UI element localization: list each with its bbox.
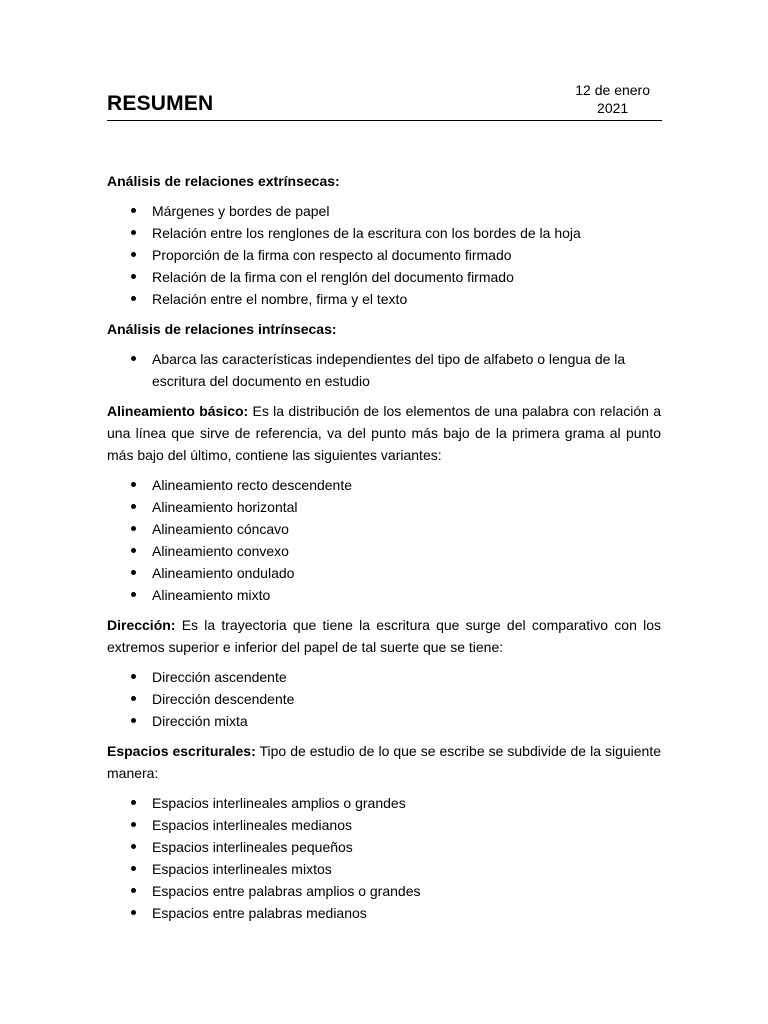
list-extrinsecas: [107, 200, 661, 310]
list-intrinsecas: [107, 348, 661, 392]
list-item: Espacios interlineales medianos: [152, 814, 661, 836]
document-header: [107, 78, 662, 121]
list-item: Márgenes y bordes de papel: [152, 200, 661, 222]
page-title: RESUMEN: [107, 92, 214, 115]
list-item: Alineamiento horizontal: [152, 496, 661, 518]
list-espacios: [107, 792, 661, 924]
list-item: Espacios interlineales mixtos: [152, 858, 661, 880]
list-item: Relación entre el nombre, firma y el texto: [152, 288, 661, 310]
list-item: Dirección descendente: [152, 688, 661, 710]
list-item: Alineamiento mixto: [152, 584, 661, 606]
list-item: Alineamiento recto descendente: [152, 474, 661, 496]
document-body: [107, 170, 661, 932]
term-alineamiento: Alineamiento básico:: [107, 403, 249, 419]
list-item: Espacios entre palabras medianos: [152, 902, 661, 924]
text-espacios: Tipo de estudio de lo que se escribe se subdivide de la siguiente manera:: [107, 743, 662, 781]
list-item: Dirección ascendente: [152, 666, 661, 688]
paragraph-espacios: [107, 740, 661, 784]
term-direccion: Dirección:: [107, 617, 176, 633]
section-heading-intrinsecas: Análisis de relaciones intrínsecas:: [107, 321, 337, 337]
date-line-1: 12 de enero: [575, 82, 650, 98]
list-item: Alineamiento ondulado: [152, 562, 661, 584]
list-item: Alineamiento convexo: [152, 540, 661, 562]
list-item: Relación entre los renglones de la escritura con los bordes de la hoja: [152, 222, 661, 244]
term-espacios: Espacios escriturales:: [107, 743, 256, 759]
list-alineamiento: [107, 474, 661, 606]
list-item: Espacios interlineales amplios o grandes: [152, 792, 661, 814]
list-item: Espacios interlineales pequeños: [152, 836, 661, 858]
text-direccion: Es la trayectoria que tiene la escritura que surge del comparativo con los extremos superior e inferior del papel de tal suerte que se tiene:: [107, 617, 661, 655]
paragraph-direccion: [107, 614, 661, 658]
list-direccion: [107, 666, 661, 732]
list-item: Espacios entre palabras amplios o grandes: [152, 880, 661, 902]
date-line-2: 2021: [597, 100, 629, 116]
text-alineamiento: Es la distribución de los elementos de una palabra con relación a una línea que sirve de referencia, va del punto más bajo de la primera grama al punto más bajo del último, contiene las siguientes variantes:: [107, 403, 662, 463]
section-heading-extrinsecas: Análisis de relaciones extrínsecas:: [107, 173, 340, 189]
paragraph-alineamiento: [107, 400, 661, 466]
list-item: Abarca las características independientes del tipo de alfabeto o lengua de la escritura del documento en estudio: [152, 348, 661, 392]
list-item: Relación de la firma con el renglón del documento firmado: [152, 266, 661, 288]
list-item: Alineamiento cóncavo: [152, 518, 661, 540]
list-item: Dirección mixta: [152, 710, 661, 732]
list-item: Proporción de la firma con respecto al documento firmado: [152, 244, 661, 266]
document-date: [575, 81, 650, 117]
